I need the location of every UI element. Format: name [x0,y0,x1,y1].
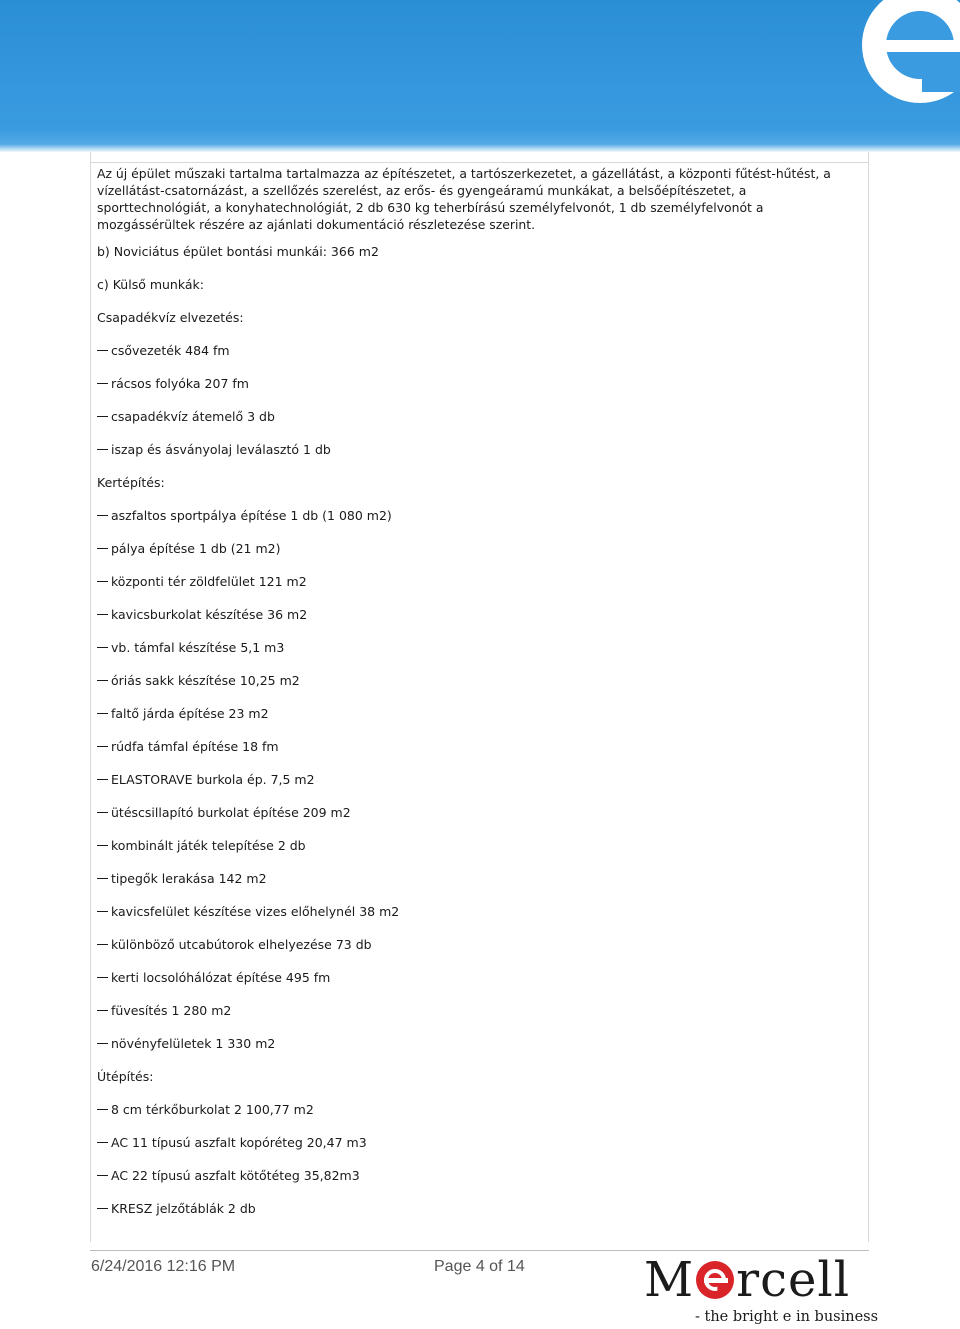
brand-letter-m: M [644,1252,695,1308]
footer-rule [90,1250,869,1251]
section-heading [97,1069,153,1085]
item-text: növényfelületek 1 330 m2 [111,1036,276,1051]
dash-bullet-icon [97,383,108,384]
intro-paragraph: Az új épület műszaki tartalma tartalmazza az építészetet, a tartószerkezetet, a gázellátást, a központi fűtést-hűtést, a vízellátást-csatornázást, a szellőzés szerelést, az erős- és gyengeáramú munkákat, a belsőépítészetet, a sporttechnológiát, a konyhatechnológiát, 2 db 630 kg teherbírású személyfelvonót, 1 db személyfelvonót a mozgássérültek részére az ajánlati dokumentáció részletezése szerint. [97,166,831,232]
item-text: kerti locsolóhálózat építése 495 fm [111,970,331,985]
dash-bullet-icon [97,449,108,450]
bullet-item [97,640,284,656]
dash-bullet-icon [97,614,108,615]
item-text: ütéscsillapító burkolat építése 209 m2 [111,805,351,820]
item-text: Csapadékvíz elvezetés: [97,310,244,325]
bullet-item [97,508,392,524]
dash-bullet-icon [97,647,108,648]
bullet-item [97,970,330,986]
dash-bullet-icon [97,812,108,813]
bullet-item [97,805,351,821]
dash-bullet-icon [97,1043,108,1044]
item-text: óriás sakk készítése 10,25 m2 [111,673,300,688]
item-text: iszap és ásványolaj leválasztó 1 db [111,442,331,457]
dash-bullet-icon [97,350,108,351]
item-text: kavicsfelület készítése vizes előhelynél 38 m2 [111,904,400,919]
brand-wordmark [644,1252,850,1308]
item-text: rácsos folyóka 207 fm [111,376,249,391]
item-text: rúdfa támfal építése 18 fm [111,739,279,754]
bullet-item [97,739,279,755]
bullet-item [97,376,249,392]
header-fade [0,144,960,152]
dash-bullet-icon [97,515,108,516]
dash-bullet-icon [97,713,108,714]
bullet-item [97,871,267,887]
dash-bullet-icon [97,1175,108,1176]
section-heading [97,244,379,260]
item-text: füvesítés 1 280 m2 [111,1003,232,1018]
item-text: vb. támfal készítése 5,1 m3 [111,640,285,655]
document-body [97,162,857,1216]
brand-letters-rcell: rcell [736,1252,851,1308]
item-text: csapadékvíz átemelő 3 db [111,409,275,424]
dash-bullet-icon [97,581,108,582]
item-text: Kertépítés: [97,475,165,490]
bullet-item [97,1003,231,1019]
dash-bullet-icon [97,1010,108,1011]
brand-logo [640,1252,879,1329]
dash-bullet-icon [97,548,108,549]
bullet-item [97,937,372,953]
brand-e-icon [696,1261,734,1299]
item-text: ELASTORAVE burkola ép. 7,5 m2 [111,772,315,787]
item-text: KRESZ jelzőtáblák 2 db [111,1201,256,1216]
bullet-item [97,772,315,788]
dash-bullet-icon [97,779,108,780]
footer-date: 6/24/2016 12:16 PM [91,1258,236,1275]
brand-tagline: - the bright e in business [695,1309,879,1325]
dash-bullet-icon [97,416,108,417]
dash-bullet-icon [97,878,108,879]
dash-bullet-icon [97,1208,108,1209]
bullet-item [97,541,281,557]
item-text: aszfaltos sportpálya építése 1 db (1 080 m2) [111,508,392,523]
item-text: pálya építése 1 db (21 m2) [111,541,281,556]
bullet-item [97,904,399,920]
dash-bullet-icon [97,911,108,912]
e-logo-icon [820,0,960,150]
bullet-item [97,1102,314,1118]
frame-right-rule [868,152,869,1242]
dash-bullet-icon [97,746,108,747]
footer-page-number: Page 4 of 14 [434,1258,525,1275]
bullet-item [97,442,331,458]
bullet-item [97,706,269,722]
item-text: AC 11 típusú aszfalt kopóréteg 20,47 m3 [111,1135,367,1150]
bullet-item [97,574,307,590]
item-text: AC 22 típusú aszfalt kötőtéteg 35,82m3 [111,1168,360,1183]
dash-bullet-icon [97,680,108,681]
item-text: 8 cm térkőburkolat 2 100,77 m2 [111,1102,314,1117]
dash-bullet-icon [97,845,108,846]
frame-left-rule [90,152,91,1242]
bullet-item [97,607,307,623]
dash-bullet-icon [97,1109,108,1110]
bullet-item [97,838,306,854]
item-text: Útépítés: [97,1069,154,1084]
dash-bullet-icon [97,977,108,978]
item-text: csővezeték 484 fm [111,343,230,358]
bullet-item [97,1036,275,1052]
item-text: b) Noviciátus épület bontási munkái: 366 m2 [97,244,379,259]
item-text: faltő járda építése 23 m2 [111,706,269,721]
item-text: kavicsburkolat készítése 36 m2 [111,607,308,622]
bullet-item [97,409,275,425]
bullet-item [97,343,230,359]
bullet-item [97,1201,256,1217]
section-heading [97,475,165,491]
item-text: különböző utcabútorok elhelyezése 73 db [111,937,372,952]
item-text: c) Külső munkák: [97,277,204,292]
section-heading [97,310,244,326]
item-text: tipegők lerakása 142 m2 [111,871,267,886]
item-text: kombinált játék telepítése 2 db [111,838,306,853]
bullet-item [97,1135,367,1151]
item-text: központi tér zöldfelület 121 m2 [111,574,307,589]
bullet-item [97,673,300,689]
bullet-item [97,1168,360,1184]
dash-bullet-icon [97,944,108,945]
section-heading [97,277,204,293]
header-banner [0,0,960,152]
dash-bullet-icon [97,1142,108,1143]
